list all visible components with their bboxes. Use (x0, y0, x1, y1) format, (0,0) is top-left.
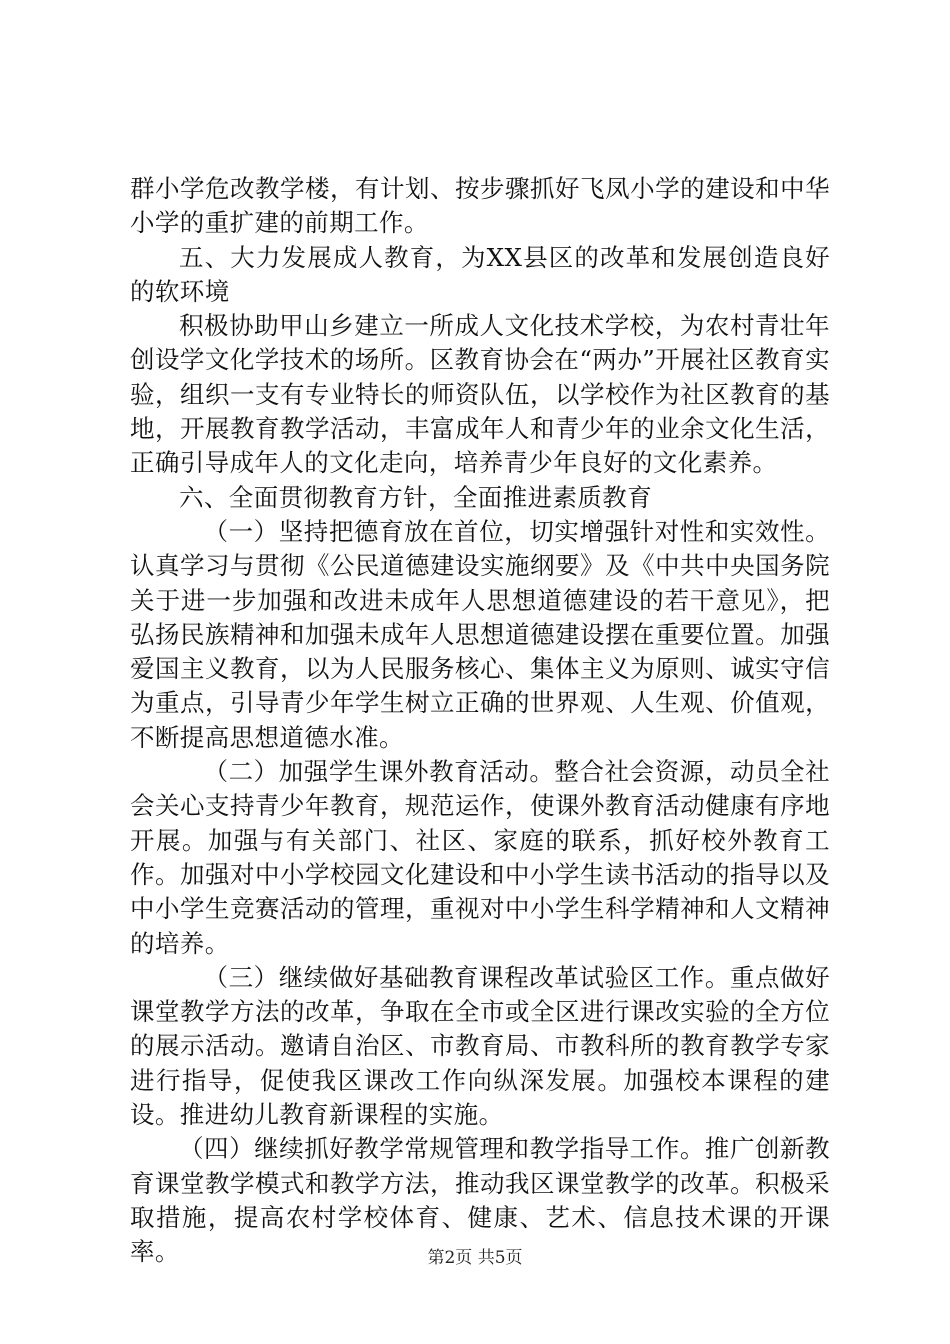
paragraph-moral-education: （一）坚持把德育放在首位，切实增强针对性和实效性。认真学习与贯彻《公民道德建设实施纲要》及《中共中央国务院关于进一步加强和改进未成年人思想道德建设的若干意见》，把弘扬民族精神和加强未成年人思想道德建设摆在重要位置。加强爱国主义教育，以为人民服务核心、集体主义为原则、诚实守信为重点，引导青少年学生树立正确的世界观、人生观、价值观，不断提高思想道德水准。 (130, 516, 830, 752)
paragraph-continuation: 群小学危改教学楼，有计划、按步骤抓好飞凤小学的建设和中华小学的重扩建的前期工作。 (130, 174, 830, 238)
paragraph-extracurricular: （二）加强学生课外教育活动。整合社会资源，动员全社会关心支持青少年教育，规范运作，使课外教育活动健康有序地开展。加强与有关部门、社区、家庭的联系，抓好校外教育工作。加强对中小学校园文化建设和中小学生读书活动的指导以及中小学生竞赛活动的管理，重视对中小学生科学精神和人文精神的培养。 (130, 757, 830, 958)
paragraph-curriculum-reform: （三）继续做好基础教育课程改革试验区工作。重点做好课堂教学方法的改革，争取在全市或全区进行课改实验的全方位的展示活动。邀请自治区、市教育局、市教科所的教育教学专家进行指导，促使我区课改工作向纵深发展。加强校本课程的建设。推进幼儿教育新课程的实施。 (130, 962, 830, 1130)
section-heading-six: 六、全面贯彻教育方针，全面推进素质教育 (179, 482, 653, 512)
section-heading-five: 五、大力发展成人教育，为XX县区的改革和发展创造良好的软环境 (130, 242, 830, 306)
page-indicator: 第2页 共5页 (427, 1248, 523, 1268)
paragraph-teaching-management: （四）继续抓好教学常规管理和教学指导工作。推广创新教育课堂教学模式和教学方法，推动我区课堂教学的改革。积极采取措施，提高农村学校体育、健康、艺术、信息技术课的开课率。 (130, 1134, 830, 1267)
page-footer (0, 1246, 950, 1270)
paragraph-adult-education: 积极协助甲山乡建立一所成人文化技术学校，为农村青壮年创设学文化学技术的场所。区教育协会在“两办”开展社区教育实验，组织一支有专业特长的师资队伍，以学校作为社区教育的基地，开展教育教学活动，丰富成年人和青少年的业余文化生活，正确引导成年人的文化走向，培养青少年良好的文化素养。 (130, 311, 830, 478)
document-body (130, 172, 830, 1270)
